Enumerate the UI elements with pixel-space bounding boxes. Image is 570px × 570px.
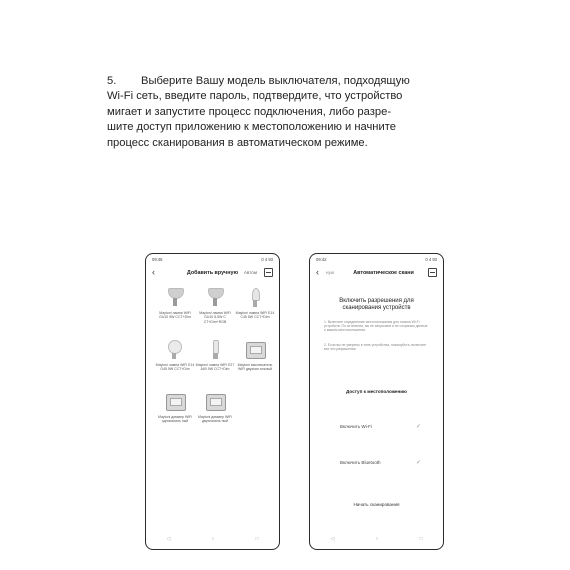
status-time: 09:42 [316, 257, 327, 262]
permissions-heading: Включить разрешения для сканирования устройств [339, 298, 414, 312]
wifi-label: Включить Wi-Fi [340, 424, 372, 429]
step-number: 5. [107, 75, 117, 87]
device-caption: Maytoni выключатель WiFi двухкан альный [237, 363, 273, 372]
device-tile[interactable] [195, 392, 235, 424]
nav-bar [146, 266, 279, 280]
bulb-round-icon [165, 340, 185, 360]
device-tile[interactable] [155, 288, 195, 320]
start-scan-button[interactable]: Начать сканирования [353, 502, 400, 507]
scan-icon[interactable] [264, 268, 273, 277]
device-caption: Maytoni лампа WiFi GU10 5.5W C CT+Dim+RGB [199, 311, 231, 324]
device-tile[interactable] [235, 340, 275, 372]
screen-title: Автоматическое скани [353, 270, 414, 276]
home-nav-icon[interactable]: ○ [211, 536, 215, 542]
device-tile[interactable] [155, 392, 195, 424]
location-access-button[interactable]: Доступ к местоположению [346, 389, 407, 394]
bluetooth-toggle-row[interactable] [340, 460, 425, 465]
bulb-candle-icon [245, 288, 265, 308]
module-icon [205, 392, 225, 412]
wifi-toggle-row[interactable] [340, 424, 425, 429]
instruction-line: шите доступ приложению к местоположению и начните [107, 121, 396, 134]
status-time: 09:46 [152, 257, 163, 262]
device-caption: Maytoni лампа WiFi GU10 5W CCT+Dim [159, 311, 191, 320]
nav-bar [310, 266, 443, 280]
status-indicators: 0 4 93 [261, 257, 273, 262]
back-nav-icon[interactable]: ◁ [330, 536, 335, 542]
home-bar [310, 535, 443, 543]
device-caption: Maytoni лампа WiFi E14 C45 5W CCT+Dim [235, 311, 275, 320]
recents-nav-icon[interactable]: □ [419, 536, 423, 542]
tab-auto[interactable]: Автом [243, 270, 257, 275]
phone-screenshot-manual-add [145, 253, 280, 550]
tab-manual[interactable]: ную [326, 270, 335, 275]
bulb-spot-icon [165, 288, 185, 308]
recents-nav-icon[interactable]: □ [255, 536, 259, 542]
screen-title: Добавить вручную [186, 270, 239, 276]
home-bar [146, 535, 279, 543]
device-caption: Maytoni лампа WiFi E27 A60 9W CCT+Dim [195, 363, 235, 372]
instruction-line: 5. Выберите Вашу модель выключателя, подходящую [107, 74, 479, 89]
device-caption: Maytoni диммер WiFi одноканаль ный [158, 415, 192, 424]
status-bar [310, 254, 443, 264]
checkmark-icon: ✓ [415, 460, 421, 466]
instruction-line: процесс сканирования в автоматическом режиме. [107, 136, 368, 149]
device-tile[interactable] [195, 288, 235, 324]
back-nav-icon[interactable]: ◁ [166, 536, 171, 542]
status-bar [146, 254, 279, 264]
instruction-line: Wi-Fi сеть, введите пароль, подтвердите, что устройство [107, 90, 403, 103]
device-tile[interactable] [235, 288, 275, 320]
phone-screenshot-auto-scan [309, 253, 444, 550]
bulb-stick-icon [205, 340, 225, 360]
status-indicators: 0 4 93 [425, 257, 437, 262]
checkmark-icon: ✓ [415, 424, 421, 430]
device-tile[interactable] [155, 340, 195, 372]
module-icon [165, 392, 185, 412]
bluetooth-label: Включить Bluetooth [340, 460, 381, 465]
instruction-line: мигает и запустите процесс подключения, либо разре- [107, 105, 392, 118]
bulb-spot-icon [205, 288, 225, 308]
instruction-text [107, 74, 479, 151]
back-chevron-icon[interactable]: ‹ [152, 267, 155, 277]
home-nav-icon[interactable]: ○ [375, 536, 379, 542]
permissions-note: 2. Если вы не уверены в типе устройства, пожалуйста, включите все эти разрешения [324, 343, 427, 352]
scan-icon[interactable] [428, 268, 437, 277]
back-chevron-icon[interactable]: ‹ [316, 267, 319, 277]
permissions-note: 1. Включите определение местоположения для поиска Wi-Fi устройств. По истечении, вы не запускаем и не сохраним данные о вашем местоположении. [324, 320, 428, 333]
device-caption: Maytoni диммер WiFi двухканаль ный [198, 415, 232, 424]
device-caption: Maytoni лампа WiFi E14 G45 5W CCT+Dim [155, 363, 195, 372]
module-icon [245, 340, 265, 360]
device-tile[interactable] [195, 340, 235, 372]
